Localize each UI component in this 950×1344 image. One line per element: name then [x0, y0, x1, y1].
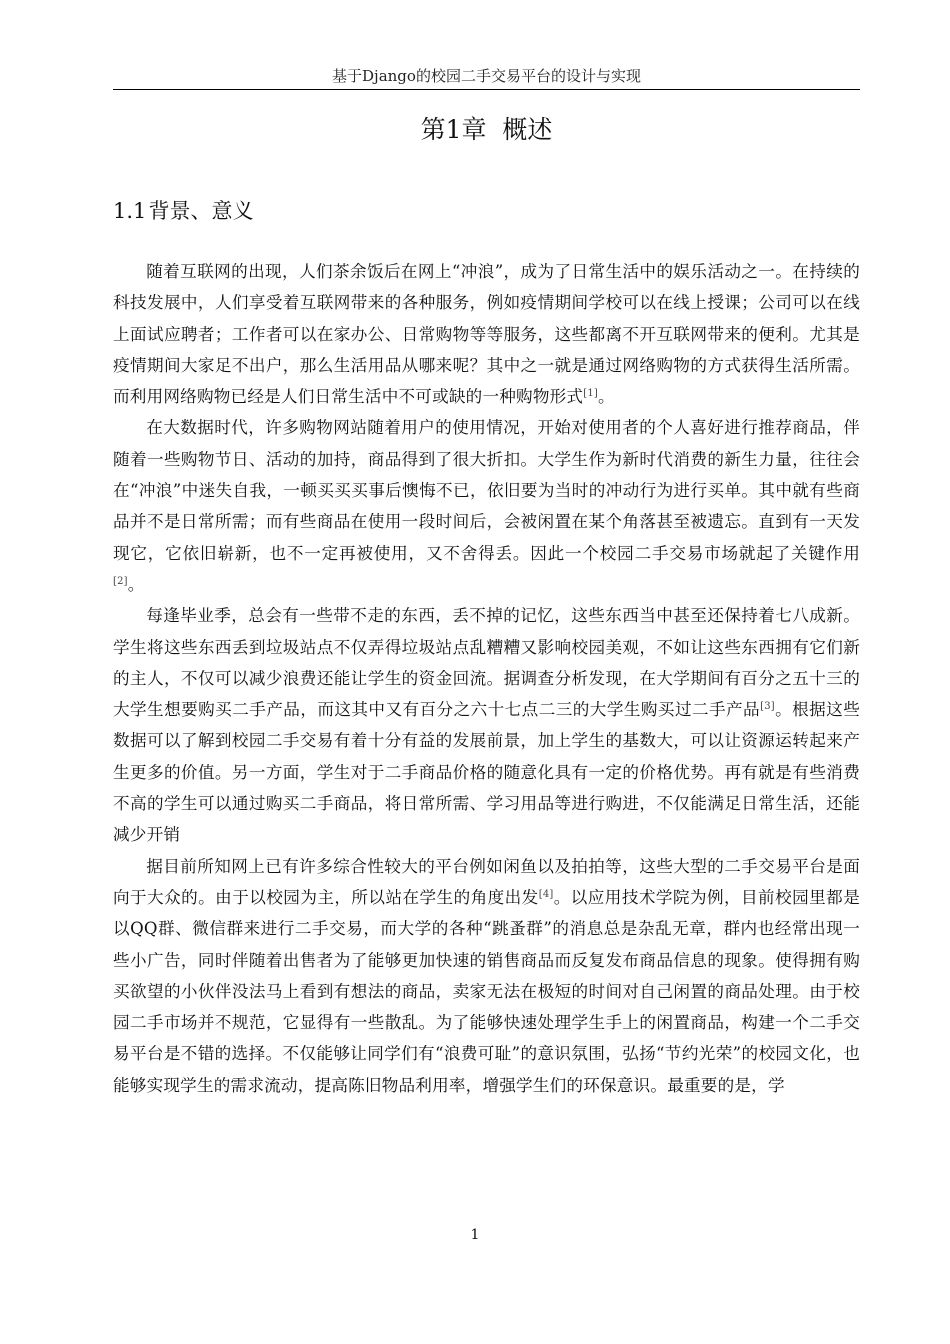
citation-ref[interactable]: [4] — [538, 888, 554, 900]
section-title-text: 背景、意义 — [148, 199, 254, 223]
citation-ref[interactable]: [1] — [583, 388, 598, 400]
citation-ref[interactable]: [2] — [113, 575, 128, 587]
body-text — [113, 256, 860, 1101]
chapter-title — [113, 113, 860, 147]
citation-ref[interactable]: [3] — [760, 701, 775, 713]
running-header: 基于Django的校园二手交易平台的设计与实现 — [332, 67, 641, 85]
paragraph-text-tail: 。 — [598, 387, 615, 407]
paragraph-2 — [113, 412, 860, 600]
paragraph-text-tail: 。 — [127, 574, 145, 594]
paragraph-1 — [113, 256, 860, 412]
chapter-title-text: 概述 — [502, 115, 553, 144]
paragraph-text-tail: 。以应用技术学院为例，目前校园里都是以QQ群、微信群来进行二手交易，而大学的各种“跳蚤群”的消息总是杂乱无章，群内也经常出现一些小广告，同时伴随着出售者为了能够更加快速的销售商品而反复发布商品信息的现象。使得拥有购买欲望的小伙伴没法马上看到有想法的商品，卖家无法在极短的时间对自己闲置的商品处理。由于校园二手市场并不规范，它显得有一些散乱。为了能够快速处理学生手上的闲置商品，构建一个二手交易平台是不错的选择。不仅能够让同学们有“浪费可耻”的意识氛围，弘扬“节约光荣”的校园文化，也能够实现学生的需求流动，提高陈旧物品利用率，增强学生们的环保意识。最重要的是，学 — [113, 887, 860, 1095]
paragraph-4 — [113, 851, 860, 1101]
paragraph-text: 在大数据时代，许多购物网站随着用户的使用情况，开始对使用者的个人喜好进行推荐商品，伴随着一些购物节日、活动的加持，商品得到了很大折扣。大学生作为新时代消费的新生力量，往往会在“冲浪”中迷失自我，一顿买买买事后懊悔不已，依旧要为当时的冲动行为进行买单。其中就有些商品并不是日常所需；而有些商品在使用一段时间后，会被闲置在某个角落甚至被遗忘。直到有一天发现它，它依旧崭新，也不一定再被使用，又不舍得丢。因此一个校园二手交易市场就起了关键作用 — [113, 418, 860, 563]
section-heading — [113, 196, 254, 226]
paragraph-text: 随着互联网的出现，人们茶余饭后在网上“冲浪”，成为了日常生活中的娱乐活动之一。在持续的科技发展中，人们享受着互联网带来的各种服务，例如疫情期间学校可以在线上授课；公司可以在线上面试应聘者；工作者可以在家办公、日常购物等等服务，这些都离不开互联网带来的便利。尤其是疫情期间大家足不出户，那么生活用品从哪来呢？其中之一就是通过网络购物的方式获得生活所需。而利用网络购物已经是人们日常生活中不可或缺的一种购物形式 — [113, 262, 860, 407]
paragraph-text: 据目前所知网上已有许多综合性较大的平台例如闲鱼以及拍拍等，这些大型的二手交易平台是面向于大众的。由于以校园为主，所以站在学生的角度出发 — [113, 856, 860, 907]
paragraph-3 — [113, 600, 860, 850]
header-rule — [113, 89, 860, 90]
paragraph-text-tail: 。根据这些数据可以了解到校园二手交易有着十分有益的发展前景，加上学生的基数大，可以让资源运转起来产生更多的价值。另一方面，学生对于二手商品价格的随意化具有一定的价格优势。再有就是有些消费不高的学生可以通过购买二手商品，将日常所需、学习用品等进行购进，不仅能满足日常生活，还能减少开销 — [113, 700, 861, 845]
page-number: 1 — [470, 1227, 480, 1243]
section-number: 1.1 — [113, 199, 147, 223]
chapter-number: 第1章 — [420, 115, 487, 144]
paragraph-text: 每逢毕业季，总会有一些带不走的东西，丢不掉的记忆，这些东西当中甚至还保持着七八成新。学生将这些东西丢到垃圾站点不仅弄得垃圾站点乱糟糟又影响校园美观，不如让这些东西拥有它们新的主人，不仅可以减少浪费还能让学生的资金回流。据调查分析发现，在大学期间有百分之五十三的大学生想要购买二手产品，而这其中又有百分之六十七点二三的大学生购买过二手产品 — [113, 606, 860, 720]
